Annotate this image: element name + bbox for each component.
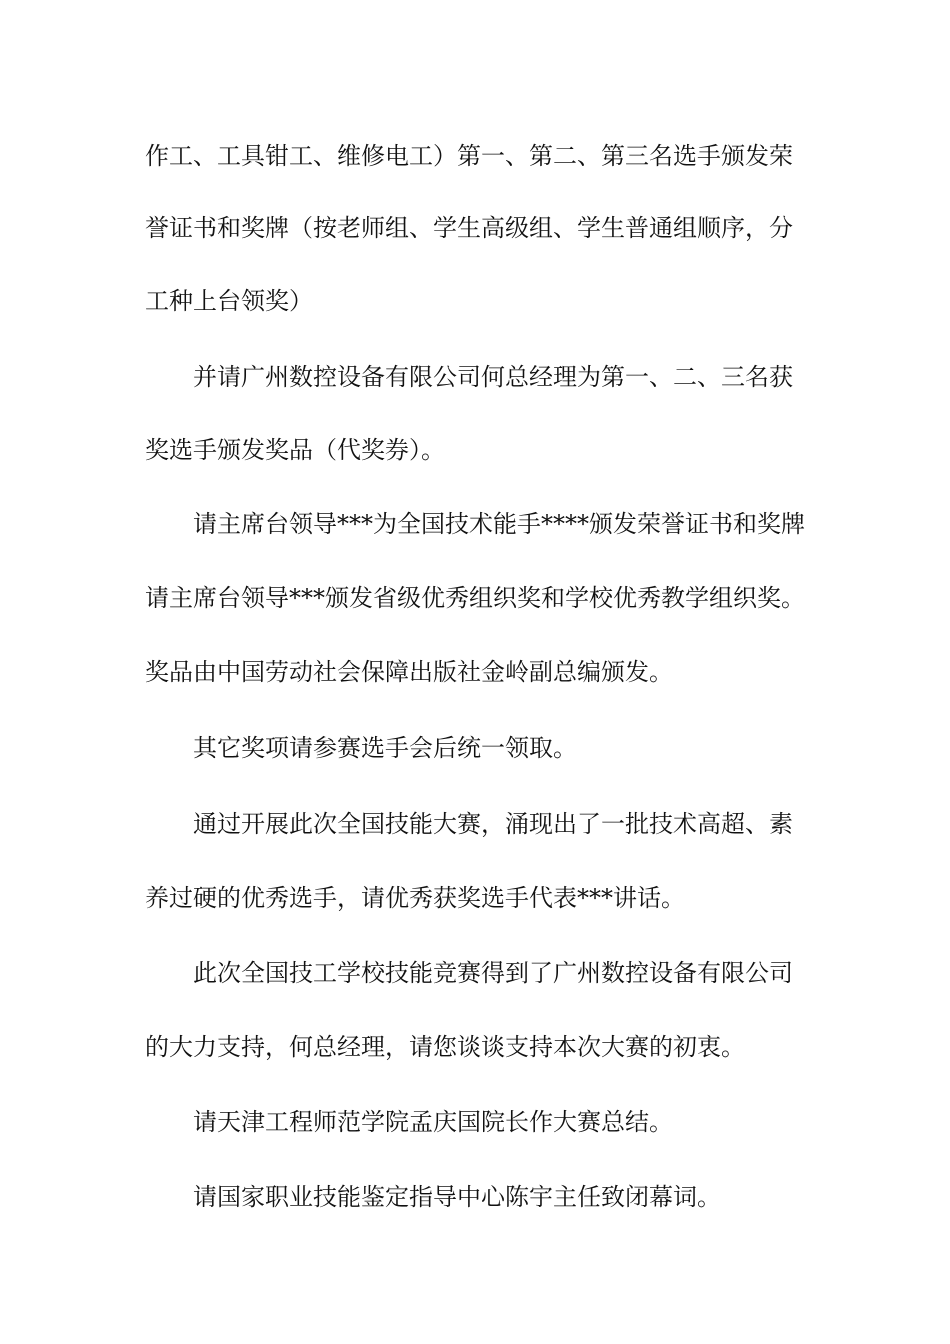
paragraph-start: 请天津工程师范学院孟庆国院长作大赛总结。 bbox=[193, 1108, 673, 1136]
paragraph-start: 并请广州数控设备有限公司何总经理为第一、二、三名获 bbox=[193, 363, 793, 391]
text-line: 请主席台领导***颁发省级优秀组织奖和学校优秀教学组织奖。 bbox=[145, 584, 805, 612]
paragraph-start: 请国家职业技能鉴定指导中心陈宇主任致闭幕词。 bbox=[193, 1183, 721, 1211]
text-line: 作工、工具钳工、维修电工）第一、第二、第三名选手颁发荣 bbox=[145, 142, 793, 170]
paragraph-start: 此次全国技工学校技能竞赛得到了广州数控设备有限公司 bbox=[193, 959, 793, 987]
text-line: 奖品由中国劳动社会保障出版社金岭副总编颁发。 bbox=[145, 658, 673, 686]
paragraph-start: 通过开展此次全国技能大赛，涌现出了一批技术高超、素 bbox=[193, 810, 793, 838]
paragraph-start: 其它奖项请参赛选手会后统一领取。 bbox=[193, 734, 577, 762]
text-line: 工种上台领奖） bbox=[145, 287, 313, 315]
text-line: 誉证书和奖牌（按老师组、学生高级组、学生普通组顺序，分 bbox=[145, 214, 793, 242]
text-line: 的大力支持，何总经理，请您谈谈支持本次大赛的初衷。 bbox=[145, 1033, 745, 1061]
text-line: 养过硬的优秀选手，请优秀获奖选手代表***讲话。 bbox=[145, 884, 685, 912]
text-line: 奖选手颁发奖品（代奖券）。 bbox=[145, 436, 445, 464]
paragraph-start: 请主席台领导***为全国技术能手****颁发荣誉证书和奖牌 bbox=[193, 510, 805, 538]
